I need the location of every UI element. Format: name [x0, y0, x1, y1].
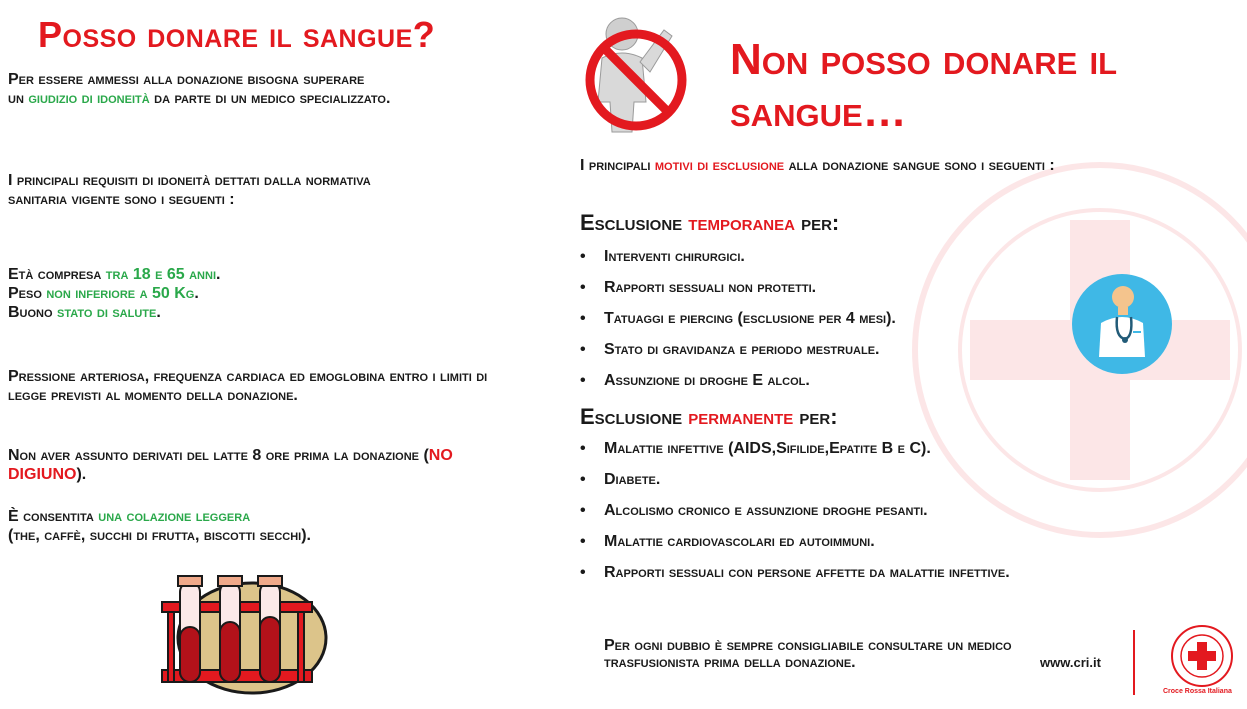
permanent-exclusion-list: [578, 440, 1038, 582]
list-item: • Rapporti sessuali non protetti.: [578, 279, 1098, 297]
red-cross-logo-icon: [1170, 624, 1234, 688]
temporary-exclusion-list: [578, 248, 1098, 390]
exclusion-intro: I principali motivi di esclusione alla donazione sangue sono i seguenti :: [580, 157, 1055, 174]
list-item: • Diabete.: [578, 471, 1038, 489]
requirements-list: [8, 265, 528, 322]
admission-paragraph: Per essere ammessi alla donazione bisogna superare un giudizio di idoneità da parte di un medico specializzato.: [8, 71, 391, 107]
requirements-intro: I principali requisiti di idoneità dettati dalla normativa sanitaria vigente sono i seguenti :: [8, 172, 371, 208]
advice-paragraph: Per ogni dubbio è sempre consigliabile consultare un medico trasfusionista prima della donazione.: [604, 637, 1012, 671]
right-title: Non posso donare il sangue…: [730, 35, 1118, 136]
doctor-icon: [1071, 273, 1173, 375]
prohibition-figure-icon: [584, 10, 694, 138]
list-item: • Alcolismo cronico e assunzione droghe pesanti.: [578, 502, 1038, 520]
list-item: • Rapporti sessuali con persone affette da malattie infettive.: [578, 564, 1038, 582]
left-title: Posso donare il sangue?: [38, 14, 436, 55]
list-item: • Malattie infettive (AIDS,Sifilide,Epatite B e C).: [578, 440, 1124, 458]
weight-requirement: Peso non inferiore a 50 Kg.: [8, 285, 199, 302]
list-item: • Tatuaggi e piercing (esclusione per 4 mesi).: [578, 310, 1098, 328]
list-item: • Assunzione di droghe E alcol.: [578, 372, 1098, 390]
temporary-exclusion-heading: Esclusione temporanea per:: [580, 210, 840, 235]
health-requirement: Buono stato di salute.: [8, 304, 161, 321]
age-requirement: Età compresa tra 18 e 65 anni.: [8, 266, 221, 283]
permanent-exclusion-heading: Esclusione permanente per:: [580, 404, 838, 429]
dairy-paragraph: Non aver assunto derivati del latte 8 ore prima la donazione (NO DIGIUNO).: [8, 447, 453, 483]
list-item: • Malattie cardiovascolari ed autoimmuni.: [578, 533, 1038, 551]
logo-caption: Croce Rossa Italiana: [1163, 688, 1232, 695]
list-item: • Stato di gravidanza e periodo mestruale.: [578, 341, 1098, 359]
blood-test-tubes-icon: [158, 572, 330, 704]
website-link[interactable]: www.cri.it: [1040, 655, 1101, 670]
breakfast-paragraph: È consentita una colazione leggera (the, caffè, succhi di frutta, biscotti secchi).: [8, 508, 312, 544]
list-item: • Interventi chirurgici.: [578, 248, 1098, 266]
footer-divider: [1133, 630, 1135, 695]
vitals-paragraph: Pressione arteriosa, frequenza cardiaca ed emoglobina entro i limiti di legge previsti al momento della donazione.: [8, 368, 488, 404]
